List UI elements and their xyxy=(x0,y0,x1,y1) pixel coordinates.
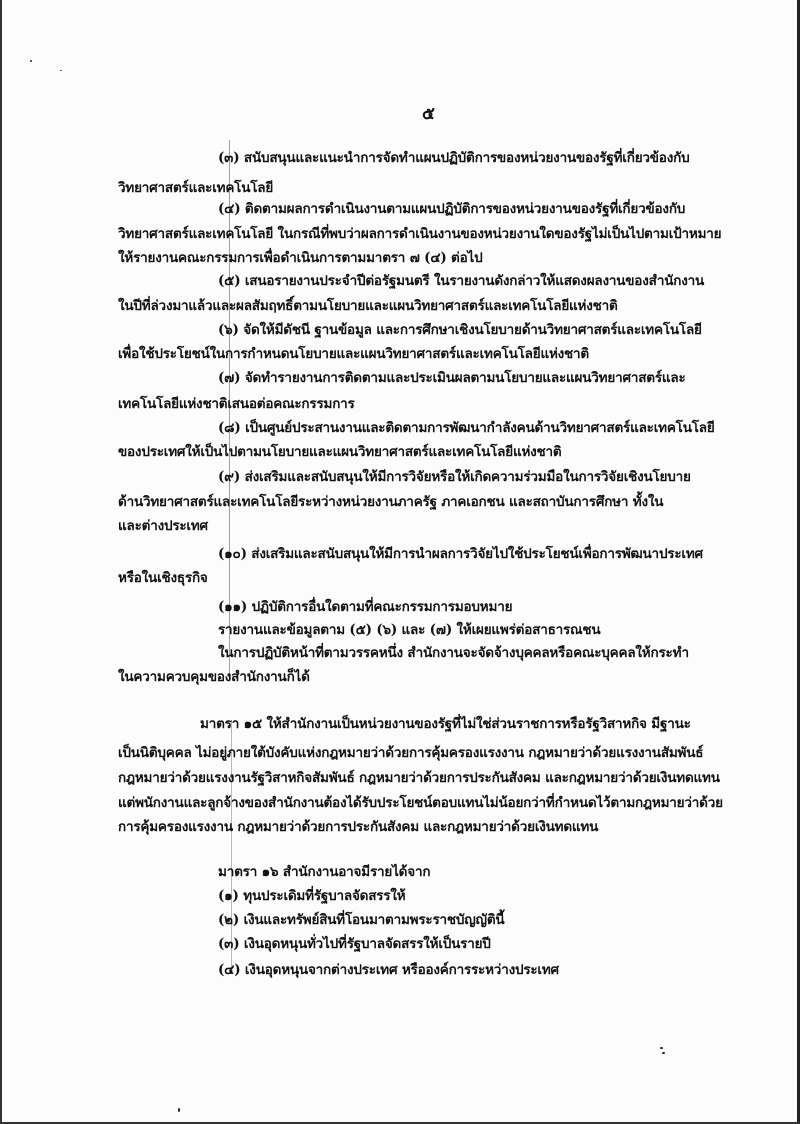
scan-speck xyxy=(178,1108,180,1112)
text-line: เพื่อใช้ประโยชน์ในการกำหนดนโยบายและแผนวิทยาศาสตร์และเทคโนโลยีแห่งชาติ xyxy=(118,346,589,362)
scan-speck xyxy=(30,60,32,62)
text-line: ในปีที่ล่วงมาแล้วและผลสัมฤทธิ์ตามนโยบายและแผนวิทยาศาสตร์และเทคโนโลยีแห่งชาติ xyxy=(118,298,618,314)
text-line: เทคโนโลยีแห่งชาติเสนอต่อคณะกรรมการ xyxy=(118,396,355,412)
text-line: และต่างประเทศ xyxy=(118,518,208,534)
text-line: หรือในเชิงธุรกิจ xyxy=(118,570,208,586)
text-line: (๑๐) ส่งเสริมและสนับสนุนให้มีการนำผลการวิจัยไปใช้ประโยชน์เพื่อการพัฒนาประเทศ xyxy=(218,546,703,562)
text-line: (๙) ส่งเสริมและสนับสนุนให้มีการวิจัยหรือให้เกิดความร่วมมือในการวิจัยเชิงนโยบาย xyxy=(218,469,691,485)
text-line: (๔) ติดตามผลการดำเนินงานตามแผนปฏิบัติการของหน่วยงานของรัฐที่เกี่ยวข้องกับ xyxy=(218,201,686,217)
scan-speck xyxy=(662,1052,665,1054)
section-15-heading: มาตรา ๑๕ ให้สำนักงานเป็นหน่วยงานของรัฐที่ไม่ใช่ส่วนราชการหรือรัฐวิสาหกิจ มีฐานะ xyxy=(200,716,691,732)
scan-speck xyxy=(660,1047,663,1049)
text-line: แต่พนักงานและลูกจ้างของสำนักงานต้องได้รับประโยชน์ตอบแทนไม่น้อยกว่าที่กำหนดไว้ตามกฎหมายว่าด้วย xyxy=(118,795,723,811)
text-line: (๓) สนับสนุนและแนะนำการจัดทำแผนปฏิบัติการของหน่วยงานของรัฐที่เกี่ยวข้องกับ xyxy=(218,150,690,166)
text-line: วิทยาศาสตร์และเทคโนโลยี ในกรณีที่พบว่าผลการดำเนินงานของหน่วยงานใดของรัฐไม่เป็นไปตามเป้าหมาย xyxy=(118,226,722,242)
text-line: ในการปฏิบัติหน้าที่ตามวรรคหนึ่ง สำนักงานจะจัดจ้างบุคคลหรือคณะบุคคลให้กระทำ xyxy=(218,645,689,661)
text-line: รายงานและข้อมูลตาม (๕) (๖) และ (๗) ให้เผยแพร่ต่อสาธารณชน xyxy=(218,622,601,638)
text-line: (๗) จัดทำรายงานการติดตามและประเมินผลตามนโยบายและแผนวิทยาศาสตร์และ xyxy=(218,370,686,386)
text-line: ของประเทศให้เป็นไปตามนโยบายและแผนวิทยาศาสตร์และเทคโนโลยีแห่งชาติ xyxy=(118,444,562,460)
text-line: ด้านวิทยาศาสตร์และเทคโนโลยีระหว่างหน่วยงานภาครัฐ ภาคเอกชน และสถาบันการศึกษา ทั้งใน xyxy=(118,494,664,510)
text-line: ให้รายงานคณะกรรมการเพื่อดำเนินการตามมาตรา ๗ (๔) ต่อไป xyxy=(118,250,483,266)
text-line: เป็นนิติบุคคล ไม่อยู่ภายใต้บังคับแห่งกฎหมายว่าด้วยการคุ้มครองแรงงาน กฎหมายว่าด้วยแรงงานสัมพันธ์ xyxy=(118,745,704,761)
list-item: (๑) ทุนประเดิมที่รัฐบาลจัดสรรให้ xyxy=(218,888,406,904)
text-line: (๑๑) ปฏิบัติการอื่นใดตามที่คณะกรรมการมอบหมาย xyxy=(218,599,513,615)
text-line: (๕) เสนอรายงานประจำปีต่อรัฐมนตรี ในรายงานดังกล่าวให้แสดงผลงานของสำนักงาน xyxy=(218,273,705,289)
text-line: การคุ้มครองแรงงาน กฎหมายว่าด้วยการประกันสังคม และกฎหมายว่าด้วยเงินทดแทน xyxy=(118,819,599,835)
list-item: (๓) เงินอุดหนุนทั่วไปที่รัฐบาลจัดสรรให้เป็นรายปี xyxy=(218,936,491,952)
list-item: (๒) เงินและทรัพย์สินที่โอนมาตามพระราชบัญญัตินี้ xyxy=(218,912,505,928)
scan-border-left xyxy=(0,0,2,1124)
list-item: (๔) เงินอุดหนุนจากต่างประเทศ หรือองค์การระหว่างประเทศ xyxy=(218,962,559,978)
text-line: (๘) เป็นศูนย์ประสานงานและติดตามการพัฒนากำลังคนด้านวิทยาศาสตร์และเทคโนโลยี xyxy=(218,420,715,436)
text-line: วิทยาศาสตร์และเทคโนโลยี xyxy=(118,180,274,196)
page-number: ๕ xyxy=(422,104,435,124)
section-16-heading: มาตรา ๑๖ สำนักงานอาจมีรายได้จาก xyxy=(218,864,431,880)
scan-speck xyxy=(60,70,62,71)
text-line: ในความควบคุมของสำนักงานก็ได้ xyxy=(118,669,310,685)
text-line: กฎหมายว่าด้วยแรงงานรัฐวิสาหกิจสัมพันธ์ กฎหมายว่าด้วยการประกันสังคม และกฎหมายว่าด้วยเงินทดแทน xyxy=(118,770,720,786)
text-line: (๖) จัดให้มีดัชนี ฐานข้อมูล และการศึกษาเชิงนโยบายด้านวิทยาศาสตร์และเทคโนโลยี xyxy=(218,322,702,338)
